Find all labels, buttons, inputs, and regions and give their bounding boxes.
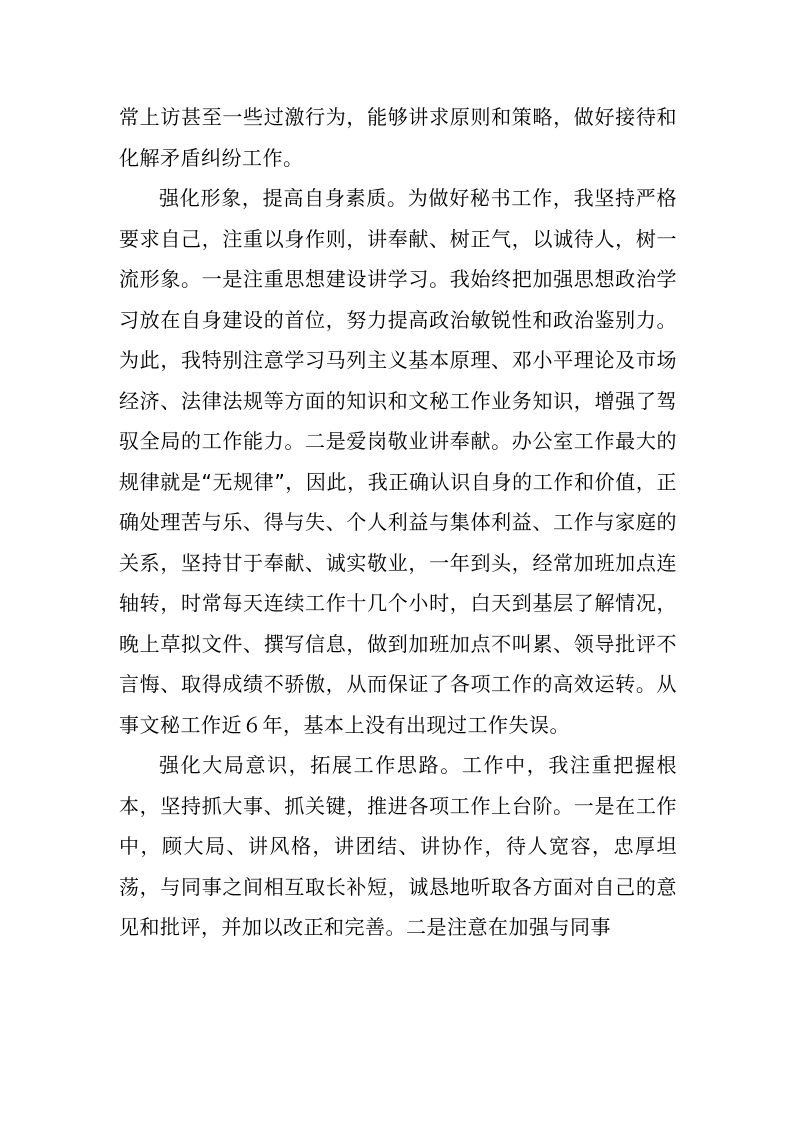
paragraph-big-picture: 强化大局意识，拓展工作思路。工作中，我注重把握根本，坚持抓大事、抓关键，推进各项工作上台阶。一是在工作中，顾大局、讲风格，讲团结、讲协作，待人宽容，忠厚坦荡，与同事之间相互取长补短，诚恳地听取各方面对自己的意见和批评，并加以改正和完善。二是注意在加强与同事 <box>119 753 677 939</box>
paragraph-continuation: 常上访甚至一些过激行为，能够讲求原则和策略，做好接待和化解矛盾纠纷工作。 <box>119 105 677 170</box>
body-text <box>119 97 677 948</box>
paragraph-image-quality: 强化形象，提高自身素质。为做好秘书工作，我坚持严格要求自己，注重以身作则，讲奉献、树正气，以诚待人，树一流形象。一是注重思想建设讲学习。我始终把加强思想政治学习放在自身建设的首位，努力提高政治敏锐性和政治鉴别力。为此，我特别注意学习马列主义基本原理、邓小平理论及市场经济、法律法规等方面的知识和文秘工作业务知识，增强了驾驭全局的工作能力。二是爱岗敬业讲奉献。办公室工作最大的规律就是“无规律”，因此，我正确认识自身的工作和价值，正确处理苦与乐、得与失、个人利益与集体利益、工作与家庭的关系，坚持甘于奉献、诚实敬业，一年到头，经常加班加点连轴转，时常每天连续工作十几个小时，白天到基层了解情况，晚上草拟文件、撰写信息，做到加班加点不叫累、领导批评不言悔、取得成绩不骄傲，从而保证了各项工作的高效运转。从事文秘工作近６年，基本上没有出现过工作失误。 <box>119 186 677 737</box>
